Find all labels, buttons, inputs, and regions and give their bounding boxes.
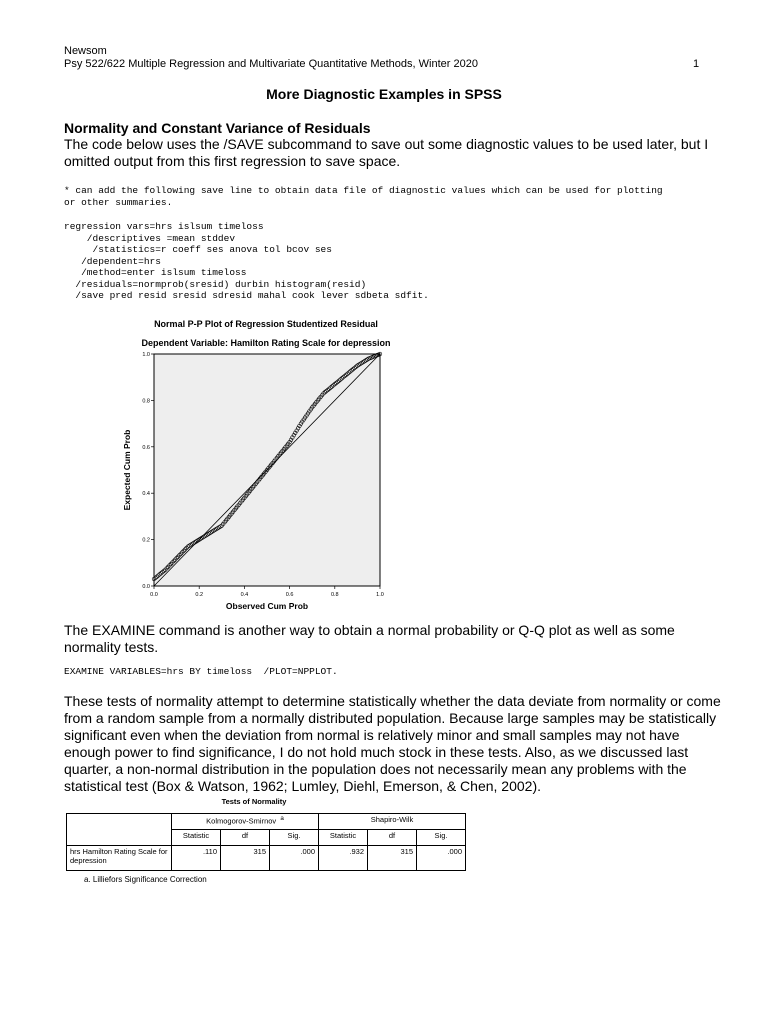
- section-heading: Normality and Constant Variance of Residuals: [64, 120, 371, 136]
- chart-title: Normal P-P Plot of Regression Studentized Residual: [154, 319, 378, 329]
- y-axis-label: Expected Cum Prob: [122, 429, 132, 511]
- col-header: Statistic: [172, 830, 221, 846]
- code-regression: regression vars=hrs islsum timeloss /descriptives =mean stddev /statistics=r coeff ses anova tol bcov ses /dependent=hrs /method=enter islsum timeloss /residuals=normprob(sresid) durbin histogram(resid) /save pred resid sresid sdresid mahal cook lever sdbeta sdfit.: [64, 221, 429, 301]
- header-course: Psy 522/622 Multiple Regression and Multivariate Quantitative Methods, Winter 2020: [64, 58, 478, 70]
- tests-paragraph: These tests of normality attempt to determine statistically whether the data deviate from normality or come from a random sample from a normally distributed population. Because large samples may be statistically significant even when the deviation from normal is relatively minor and small samples may not have enough power to find significance, I do not hold much stock in these tests. Also, as we discussed last quarter, a non-normal distribution in the population does not necessarily mean any problems with the statistical test (Box & Watson, 1962; Lumley, Diehl, Emerson, & Chen, 2002).: [64, 693, 721, 794]
- page-title: More Diagnostic Examples in SPSS: [266, 86, 502, 102]
- x-tick-label: 1.0: [376, 592, 384, 598]
- x-tick-label: 0.8: [330, 592, 339, 598]
- col-header: Statistic: [319, 830, 368, 846]
- header-author: Newsom: [64, 45, 107, 57]
- col-header: df: [368, 830, 417, 846]
- x-axis-label: Observed Cum Prob: [225, 601, 309, 611]
- x-tick-label: 0.2: [195, 592, 204, 598]
- page-number: 1: [693, 58, 700, 70]
- col-header: Sig.: [270, 830, 319, 846]
- cell-value: .110: [172, 846, 221, 871]
- cell-value: .000: [417, 846, 466, 871]
- y-tick-label: 0.4: [142, 491, 150, 498]
- cell-value: .932: [319, 846, 368, 871]
- table-corner: [67, 814, 172, 830]
- col-header: Sig.: [417, 830, 466, 846]
- cell-value: 315: [221, 846, 270, 871]
- table-group-header-row: [67, 814, 466, 830]
- footnote-text: Lilliefors Significance Correction: [92, 875, 207, 884]
- y-tick-label: 0.8: [142, 398, 150, 405]
- col-header: df: [221, 830, 270, 846]
- intro-paragraph: The code below uses the /SAVE subcommand to save out some diagnostic values to be used later, but I omitted output from this first regression to save space.: [64, 136, 709, 169]
- y-tick-label: 0.0: [142, 584, 150, 590]
- cell-value: 315: [368, 846, 417, 871]
- code-comment: * can add the following save line to obtain data file of diagnostic values which can be used for plotting or other summaries.: [64, 185, 663, 208]
- x-tick-label: 0.0: [150, 592, 158, 598]
- table-row: [67, 846, 466, 871]
- table-corner-lower: [67, 830, 172, 846]
- footnote-marker: a.: [84, 875, 91, 884]
- normality-table: [66, 813, 466, 871]
- y-tick-label: 1.0: [142, 352, 150, 358]
- x-tick-label: 0.6: [285, 592, 294, 598]
- y-tick-label: 0.2: [142, 537, 150, 544]
- chart-subtitle: Dependent Variable: Hamilton Rating Scale for depression: [141, 338, 391, 348]
- code-examine: EXAMINE VARIABLES=hrs BY timeloss /PLOT=NPPLOT.: [64, 666, 338, 677]
- group1-label: Kolmogorov-Smirnov: [206, 816, 277, 826]
- examine-paragraph: The EXAMINE command is another way to obtain a normal probability or Q-Q plot as well as some normality tests.: [64, 622, 675, 655]
- table-header-row: [67, 830, 466, 846]
- group1-sup: a: [280, 815, 284, 822]
- row-label: hrs Hamilton Rating Scale for depression: [67, 846, 172, 871]
- cell-value: .000: [270, 846, 319, 871]
- x-tick-label: 0.4: [240, 592, 249, 598]
- y-tick-label: 0.6: [142, 444, 150, 451]
- table-footnote: [84, 875, 207, 884]
- table-title: Tests of Normality: [221, 797, 287, 806]
- group-shapiro-wilk: Shapiro-Wilk: [319, 814, 466, 830]
- group-kolmogorov-smirnov: [172, 814, 319, 830]
- pp-plot-chart: [100, 348, 400, 618]
